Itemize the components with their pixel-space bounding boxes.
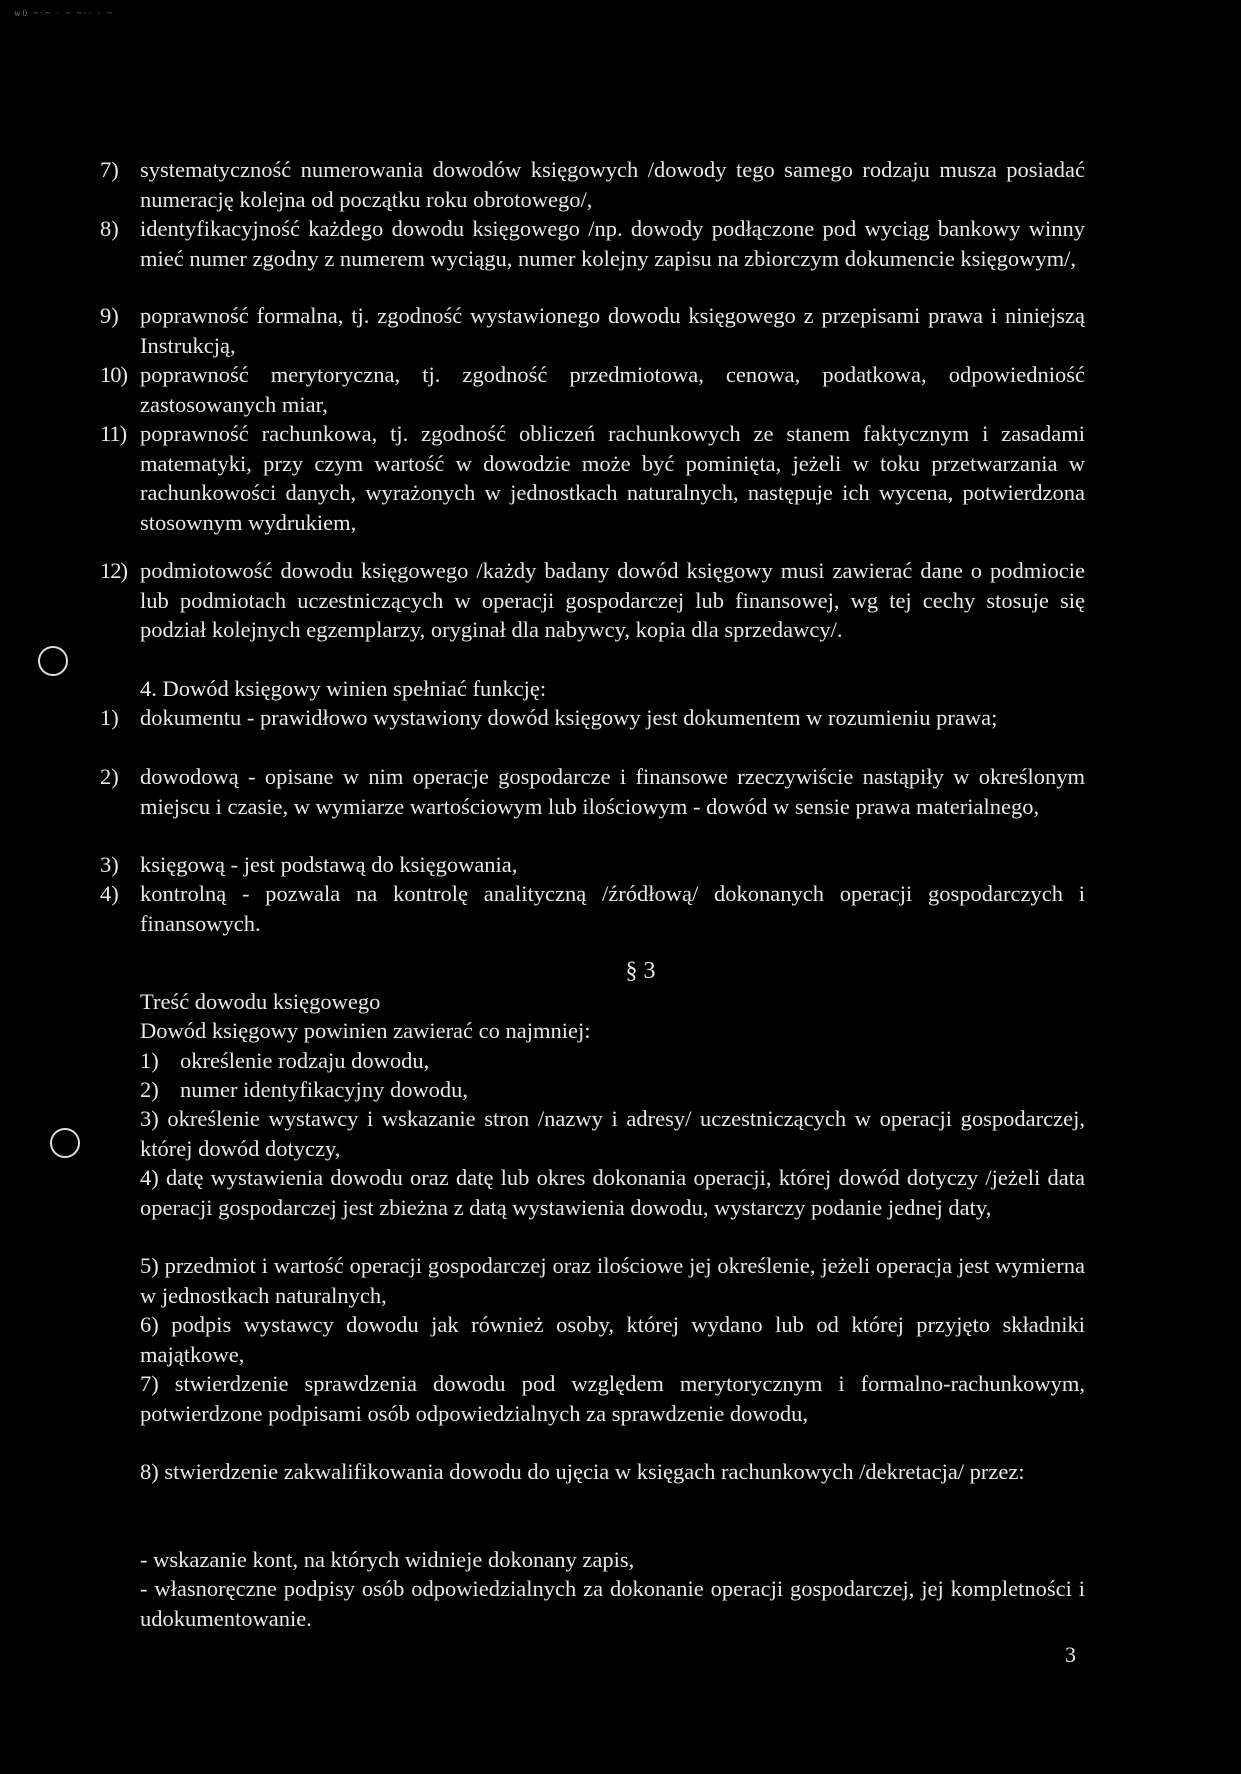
list-item-12 [100,556,1085,645]
point-4-heading: 4. Dowód księgowy winien spełniać funkcję: [140,676,547,701]
bullet-item-2: - własnoręczne podpisy osób odpowiedzialnych za dokonanie operacji gospodarczej, jej kompletności i udokumentowanie. [140,1576,1085,1631]
list-number: 9) [100,303,119,328]
list-number: 4) [100,881,119,906]
function-item-3 [100,850,1085,880]
list-text: podmiotowość dowodu księgowego /każdy badany dowód księgowy musi zawierać dane o podmiocie lub podmiotach uczestniczących w operacji gospodarczej lub finansowej, wg tej cechy stosuje się podział kolejnych egzemplarzy, oryginał dla nabywcy, kopia dla sprzedawcy/. [140,558,1085,642]
content-item-4 [140,1163,1085,1222]
content-item-3 [140,1104,1085,1163]
section-title: Treść dowodu księgowego [140,989,381,1014]
list-text: stwierdzenie zakwalifikowania dowodu do ujęcia w księgach rachunkowych /dekretacja/ przez: [164,1459,1025,1484]
list-text: poprawność formalna, tj. zgodność wystawionego dowodu księgowego z przepisami prawa i niniejszą Instrukcją, [140,303,1085,358]
content-item-1 [140,1046,1085,1076]
list-number: 2) [140,1077,159,1102]
list-item-10 [100,360,1085,419]
list-number: 7) [100,157,119,182]
list-number: 1) [140,1048,159,1073]
list-text: dowodową - opisane w nim operacje gospodarcze i finansowe rzeczywiście nastąpiły w określonym miejscu i czasie, w wymiarze wartościowym lub ilościowym - dowód w sensie prawa materialnego, [140,764,1085,819]
list-text: identyfikacyjność każdego dowodu księgowego /np. dowody podłączone pod wyciąg bankowy winny mieć numer zgodny z numerem wyciągu, numer kolejny zapisu na zbiorczym dokumencie księgowym/, [140,216,1085,271]
list-item-8 [100,214,1085,273]
list-text: podpis wystawcy dowodu jak również osoby, której wydano lub od której przyjęto składniki majątkowe, [140,1312,1085,1367]
list-number: 1) [100,705,119,730]
list-number: 7) [140,1371,159,1396]
function-item-4 [100,879,1085,938]
list-text: kontrolną - pozwala na kontrolę analityczną /źródłową/ dokonanych operacji gospodarczych i finansowych. [140,881,1085,936]
content-item-5 [140,1251,1085,1310]
punch-hole-icon [50,1128,80,1158]
list-item-7 [100,155,1085,214]
list-number: 12) [100,558,127,583]
list-number: 10) [100,362,127,387]
list-text: księgową - jest podstawą do księgowania, [140,852,518,877]
section-sign: § 3 [625,958,656,984]
list-text: określenie wystawcy i wskazanie stron /nazwy i adresy/ uczestniczących w operacji gospodarczej, której dowód dotyczy, [140,1106,1085,1161]
list-text: stwierdzenie sprawdzenia dowodu pod względem merytorycznym i formalno-rachunkowym, potwierdzone podpisami osób odpowiedzialnych za sprawdzenie dowodu, [140,1371,1085,1426]
content-item-6 [140,1310,1085,1369]
list-text: przedmiot i wartość operacji gospodarczej oraz ilościowe jej określenie, jeżeli operacja jest wymierna w jednostkach naturalnych, [140,1253,1086,1308]
content-item-2 [140,1075,1085,1105]
content-item-7 [140,1369,1085,1428]
list-number: 8) [140,1459,159,1484]
list-text: poprawność rachunkowa, tj. zgodność obliczeń rachunkowych ze stanem faktycznym i zasadami matematyki, przy czym wartość w dowodzie może być pominięta, jeżeli w toku przetwarzania w rachunkowości danych, wyrażonych w jednostkach naturalnych, następuje ich wycena, potwierdzona stosownym wydrukiem, [140,421,1085,535]
list-text: datę wystawienia dowodu oraz datę lub okres dokonania operacji, której dowód dotyczy /jeżeli data operacji gospodarczej jest zbieżna z datą wystawienia dowodu, wystarczy podanie jednej daty, [140,1165,1085,1220]
list-number: 6) [140,1312,159,1337]
list-text: numer identyfikacyjny dowodu, [180,1077,469,1102]
page-number: 3 [1065,1642,1076,1667]
list-number: 3) [100,852,119,877]
list-number: 2) [100,764,119,789]
list-number: 4) [140,1165,159,1190]
function-item-2 [100,762,1085,821]
list-number: 8) [100,216,119,241]
list-number: 3) [140,1106,159,1131]
list-item-9 [100,301,1085,360]
list-text: poprawność merytoryczna, tj. zgodność przedmiotowa, cenowa, podatkowa, odpowiedniość zastosowanych miar, [140,362,1085,417]
bullet-item-1: - wskazanie kont, na których widnieje dokonany zapis, [140,1547,635,1572]
list-number: 11) [100,421,127,446]
content-item-8 [140,1457,1085,1487]
list-text: systematyczność numerowania dowodów księgowych /dowody tego samego rodzaju musza posiadać numerację kolejna od początku roku obrotowego/, [140,157,1085,212]
punch-hole-icon [38,646,68,676]
list-item-11 [100,419,1085,537]
list-text: określenie rodzaju dowodu, [180,1048,430,1073]
function-item-1 [100,703,1085,733]
list-number: 5) [140,1253,159,1278]
scan-header-noise: w0 ~·~ · ~ ~·· · ~ [14,8,114,18]
section-intro: Dowód księgowy powinien zawierać co najmniej: [140,1018,591,1043]
list-text: dokumentu - prawidłowo wystawiony dowód księgowy jest dokumentem w rozumieniu prawa; [140,705,998,730]
